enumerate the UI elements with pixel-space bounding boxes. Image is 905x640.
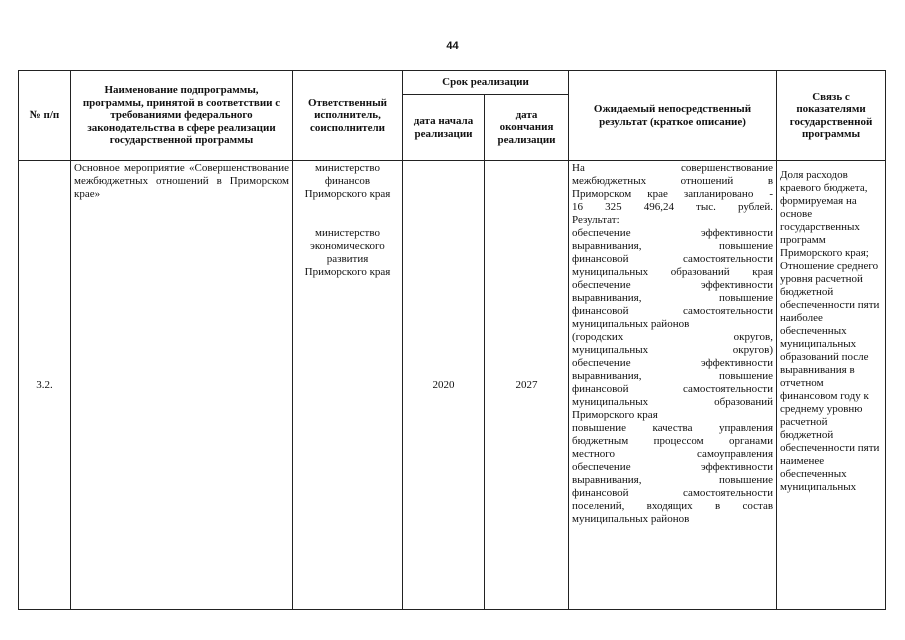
result-line: обеспечение эффективности: [572, 461, 774, 473]
result-line: финансовой самостоятельности: [572, 253, 774, 265]
result-line: Результат:: [572, 214, 620, 226]
result-line: На совершенствование: [572, 162, 774, 174]
result-line: межбюджетных отношений в: [572, 175, 774, 187]
row-name: Основное мероприятие «Совершенствование межбюджетных отношений в Приморском крае»: [71, 161, 293, 610]
link-text: Доля расходов краевого бюджета, формируемая на основе государственных программ Приморского края; Отношение среднего уровня расчетной бюджетной обеспеченности пяти наиболее обеспеченных муниципальных образований после выравнивания в отчетном финансовом году к среднему уровню расчетной бюджетной обеспеченности пяти наименее обеспеченных муниципальных: [780, 169, 880, 493]
result-line: обеспечение эффективности: [572, 279, 774, 291]
row-end: 2027: [485, 161, 569, 610]
row-link: [777, 161, 886, 610]
result-line: бюджетным процессом органами: [572, 435, 774, 447]
result-line: выравнивания, повышение: [572, 292, 774, 304]
result-text: [572, 162, 773, 526]
result-line: финансовой самостоятельности: [572, 383, 774, 395]
row-start: 2020: [403, 161, 485, 610]
header-executor: Ответственный исполнитель, соисполнители: [293, 71, 403, 161]
result-line: муниципальных округов): [572, 344, 774, 356]
row-executor: [293, 161, 403, 610]
executor-2: министерство экономического развития Приморского края: [304, 227, 391, 278]
header-end: дата окончания реализации: [485, 95, 569, 161]
result-line: (городских округов,: [572, 331, 774, 343]
header-row-1: [19, 71, 886, 95]
result-line: обеспечение эффективности: [572, 357, 774, 369]
result-line: 16 325 496,24 тыс. рублей.: [572, 201, 774, 213]
header-result: Ожидаемый непосредственный результат (краткое описание): [569, 71, 777, 161]
result-line: выравнивания, повышение: [572, 240, 774, 252]
result-line: выравнивания, повышение: [572, 370, 774, 382]
result-line: поселений, входящих в состав: [572, 500, 774, 512]
header-link: Связь с показателями государственной программы: [777, 71, 886, 161]
result-line: финансовой самостоятельности: [572, 305, 774, 317]
result-line: муниципальных районов: [572, 513, 690, 525]
result-line: финансовой самостоятельности: [572, 487, 774, 499]
result-line: выравнивания, повышение: [572, 474, 774, 486]
result-line: повышение качества управления: [572, 422, 774, 434]
header-period: Срок реализации: [403, 71, 569, 95]
page-number: 44: [446, 40, 459, 52]
result-line: Приморском крае запланировано -: [572, 188, 774, 200]
header-start: дата начала реализации: [403, 95, 485, 161]
row-num: 3.2.: [19, 161, 71, 610]
result-line: муниципальных образований края: [572, 266, 774, 278]
result-line: местного самоуправления: [572, 448, 774, 460]
program-table: [18, 70, 886, 610]
result-line: муниципальных районов: [572, 318, 690, 330]
result-line: муниципальных образований: [572, 396, 774, 408]
row-result: [569, 161, 777, 610]
executor-1: министерство финансов Приморского края: [304, 162, 391, 200]
result-line: Приморского края: [572, 409, 658, 421]
header-name: Наименование подпрограммы, программы, принятой в соответствии с требованиями федерального законодательства в сфере реализации государственной программы: [71, 71, 293, 161]
header-num: № п/п: [19, 71, 71, 161]
table-row: [19, 161, 886, 610]
result-line: обеспечение эффективности: [572, 227, 774, 239]
